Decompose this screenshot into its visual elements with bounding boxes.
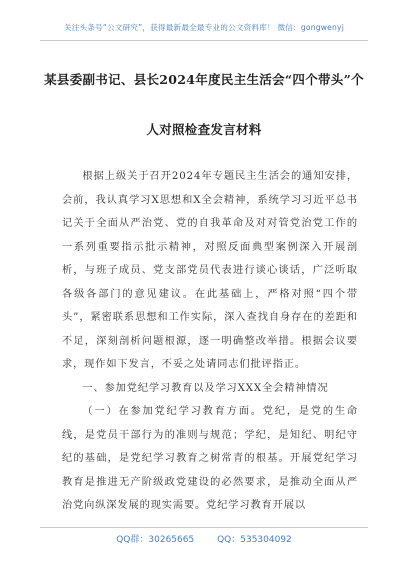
header-divider — [40, 40, 368, 41]
footer-qq-group: QQ群：30265665 — [116, 535, 195, 545]
document-title-line2: 人对照检查发言材料 — [146, 122, 262, 137]
section-heading: 一、参加党纪学习教育以及学习XXX全会精神情况 — [82, 382, 329, 394]
header-note: 关注头条号“公文研究”，获得最新最全最专业的公文资料库！ 微信：gongwenyj — [63, 23, 345, 32]
body-paragraph: （一）在参加党纪学习教育方面。党纪，是党的生命线，是党员干部行为的准则与规范；学纪，是知纪、明纪守纪的基础，是党纪学习教育之树常青的根基。开展党纪学习教育是推进无产阶级政党建设的必然要求，是推动全面从严治党向纵深发展的现实需要。党纪学习教育开展以 — [62, 406, 358, 511]
document-title-line1: 某县委副书记、县长2024年度民主生活会“四个带头”个 — [44, 72, 364, 87]
footer-qq: QQ：535304092 — [217, 535, 292, 545]
footer-divider — [40, 527, 368, 528]
document-body — [62, 165, 358, 518]
footer — [0, 532, 408, 545]
body-paragraph: 根据上级关于召开2024年专题民主生活会的通知安排，会前，我认真学习X思想和X全会精神，系统学习习近平总书记关于全面从严治党、党的自我革命及对对管党治党工作的一系列重要指示批示精神，对照反面典型案例深入开展剖析，与班子成员、党支部党员代表进行谈心谈话，广泛听取各级各部门的意见建议。在此基础上，严格对照“四个带头”，紧密联系思想和工作实际，深入查找自身存在的差距和不足，深刻剖析问题根源，逐一明确整改举措。根据会议要求，现作如下发言，不妥之处请同志们批评指正。 — [62, 171, 358, 370]
